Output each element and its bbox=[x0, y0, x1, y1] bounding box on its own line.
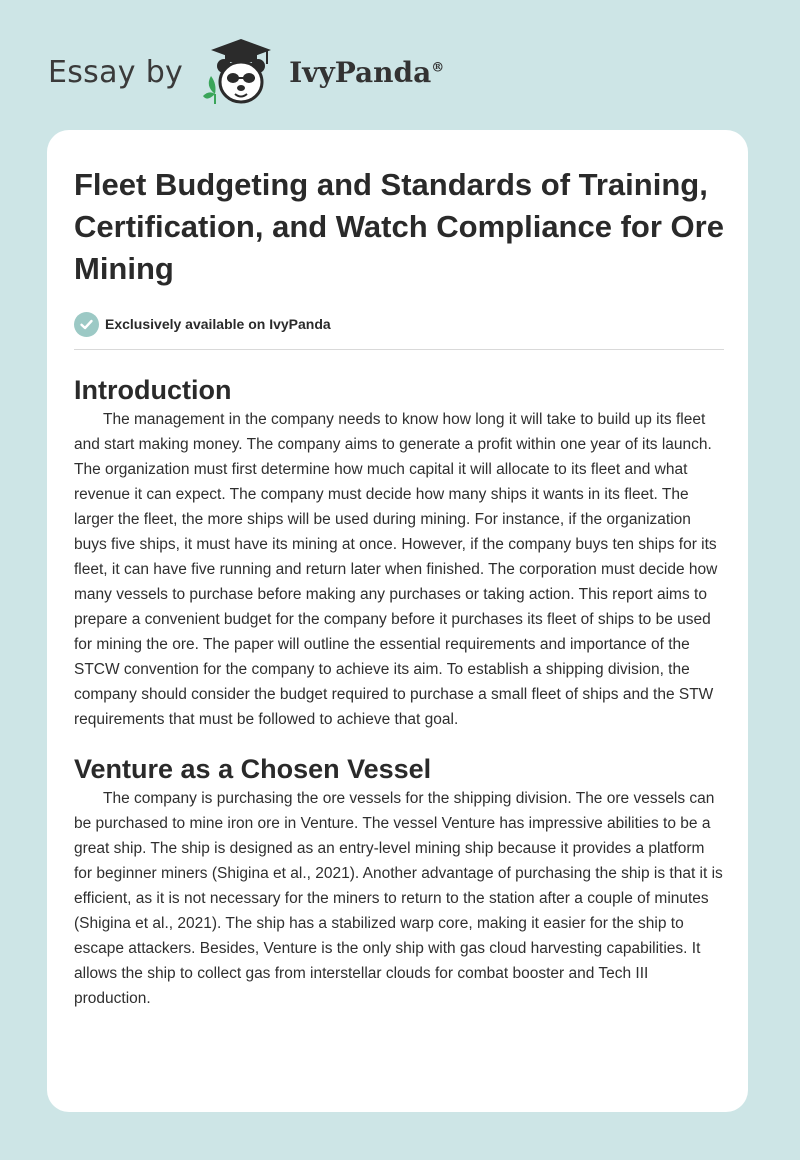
title-divider bbox=[74, 349, 724, 350]
article-title: Fleet Budgeting and Standards of Training, Certification, and Watch Compliance for Ore Mining bbox=[74, 167, 724, 286]
article-content bbox=[74, 164, 724, 1011]
section-paragraph-introduction: The management in the company needs to know how long it will take to build up its fleet and start making money. The company aims to generate a profit within one year of its launch. The organization must first determine how much capital it will allocate to its fleet and what revenue it can expect. The company must decide how many ships it wants in its fleet. The larger the fleet, the more ships will be used during mining. For instance, if the organization buys five ships, it must have its mining at once. However, if the company buys ten ships for its fleet, it can have five running and return later when finished. The corporation must decide how many vessels to purchase before making any purchases or taking action. This report aims to prepare a convenient budget for the company before it purchases its fleet of ships to be used for mining the ore. The paper will outline the essential requirements and importance of the STCW convention for the company to achieve its aim. To establish a shipping division, the company should consider the budget required to purchase a small fleet of ships and the STW requirements that must be followed to achieve that goal. bbox=[74, 411, 718, 728]
exclusive-label: Exclusively available on IvyPanda bbox=[105, 316, 331, 332]
article-card bbox=[47, 130, 748, 1112]
panda-logo-icon[interactable] bbox=[197, 36, 283, 108]
brand-name[interactable]: IvyPanda® bbox=[289, 55, 445, 89]
section-paragraph-venture: The company is purchasing the ore vessels for the shipping division. The ore vessels can be purchased to mine iron ore in Venture. The vessel Venture has impressive abilities to be a great ship. The ship is designed as an entry-level mining ship because it provides a platform for beginner miners (Shigina et al., 2021). Another advantage of purchasing the ship is that it is efficient, as it is not necessary for the miners to return to the station after a couple of minutes (Shigina et al., 2021). The ship has a stabilized warp core, making it easier for the ship to escape attackers. Besides, Venture is the only ship with gas cloud harvesting capabilities. It allows the ship to collect gas from interstellar clouds for combat booster and Tech III production. bbox=[74, 790, 723, 1007]
exclusive-badge bbox=[74, 311, 724, 337]
section-heading-venture: Venture as a Chosen Vessel bbox=[74, 754, 432, 784]
trademark-symbol: ® bbox=[431, 60, 445, 76]
section-heading-introduction: Introduction bbox=[74, 375, 232, 405]
check-circle-icon bbox=[74, 312, 99, 337]
site-header bbox=[48, 36, 748, 108]
essay-by-label: Essay by bbox=[48, 54, 184, 90]
